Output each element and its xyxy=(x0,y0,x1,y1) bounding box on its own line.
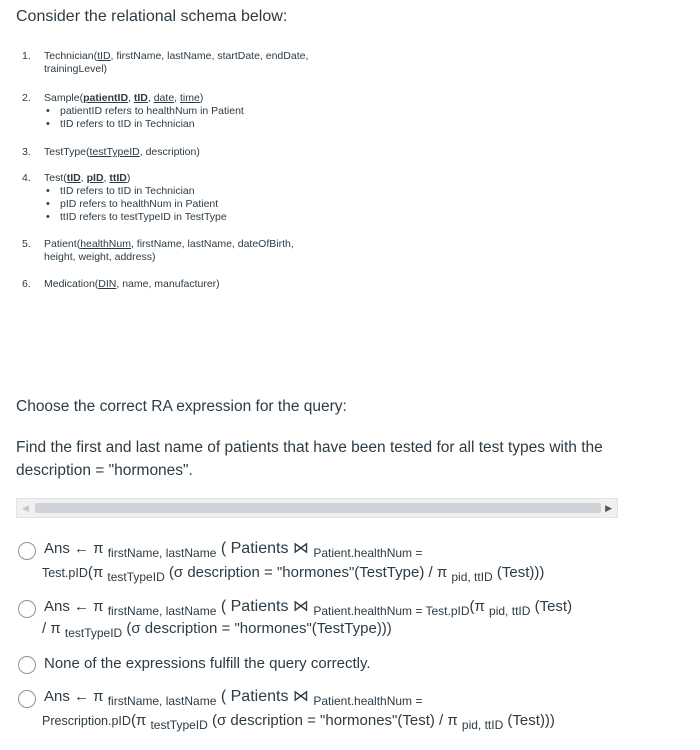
expr-text: Ans ← π xyxy=(44,688,108,705)
expr-subscript: Test.pID xyxy=(42,566,88,580)
key: pID xyxy=(86,172,104,184)
expr-text: / π xyxy=(42,620,65,637)
separator: , xyxy=(80,172,87,184)
separator: , xyxy=(147,92,154,104)
fk-item: • tID refers to tID in Technician xyxy=(44,185,337,198)
attributes: , firstName, lastName, startDate, endDate, xyxy=(110,50,309,62)
separator: , xyxy=(174,92,180,104)
expr-subscript: firstName, lastName xyxy=(107,604,217,618)
option-line xyxy=(42,620,392,640)
item-number: 3. xyxy=(22,146,31,158)
primary-key: testTypeID xyxy=(89,146,140,158)
answer-option-4[interactable] xyxy=(18,686,648,738)
question-prompt: Choose the correct RA expression for the query: xyxy=(16,398,347,415)
attributes-continued: trainingLevel) xyxy=(44,63,108,75)
expr-subscript: pid, ttID xyxy=(489,604,531,618)
fk-item: • tID refers to tID in Technician xyxy=(44,118,337,131)
option-line xyxy=(44,686,422,706)
schema-item-sample xyxy=(22,92,337,131)
expr-subscript: testTypeID xyxy=(64,626,123,640)
expr-subscript: Patient.healthNum = xyxy=(313,546,423,560)
option-line xyxy=(42,564,545,584)
expr-subscript: Patient.healthNum = Test.pID xyxy=(313,604,470,618)
expr-text: Ans ← π xyxy=(44,540,108,557)
primary-key: tID xyxy=(97,50,111,62)
item-number: 5. xyxy=(22,238,31,250)
fk-item: • pID refers to healthNum in Patient xyxy=(44,198,337,211)
expr-text: (π xyxy=(469,598,490,615)
fk-list xyxy=(22,185,337,224)
key: patientID xyxy=(83,92,129,104)
expr-subscript: testTypeID xyxy=(150,718,208,732)
close-paren: ) xyxy=(126,172,131,184)
radio-button[interactable] xyxy=(18,600,36,618)
intro-text: Consider the relational schema below: xyxy=(16,8,288,25)
schema-item-medication xyxy=(22,278,337,291)
table-name: Test( xyxy=(44,172,67,184)
option-line xyxy=(44,596,572,616)
expr-subscript: firstName, lastName xyxy=(107,546,217,560)
schema-item-testtype xyxy=(22,146,337,159)
separator: , xyxy=(103,172,110,184)
table-name: Sample( xyxy=(44,92,84,104)
expr-text: (σ description = "hormones"(Test) / π xyxy=(207,712,462,729)
scroll-left-icon[interactable]: ◀ xyxy=(22,503,29,513)
radio-button[interactable] xyxy=(18,690,36,708)
answer-option-2[interactable] xyxy=(18,596,648,648)
schema-item-technician xyxy=(22,50,337,76)
expr-text: (π xyxy=(87,564,108,581)
expr-text: ( Patients ⋈ xyxy=(216,540,314,557)
primary-key: healthNum xyxy=(80,238,131,250)
primary-key: DIN xyxy=(98,278,117,290)
option-line xyxy=(42,712,555,732)
item-number: 2. xyxy=(22,92,31,104)
option-line xyxy=(44,538,422,558)
key: date xyxy=(153,92,175,104)
horizontal-scrollbar[interactable] xyxy=(16,498,618,518)
expr-text: (Test))) xyxy=(492,564,545,581)
expr-subscript: firstName, lastName xyxy=(107,694,217,708)
expr-text: ( Patients ⋈ xyxy=(216,688,314,705)
answer-option-3[interactable] xyxy=(18,655,648,679)
item-number: 1. xyxy=(22,50,31,62)
expr-subscript: pid, ttID xyxy=(451,570,493,584)
table-name: TestType( xyxy=(44,146,90,158)
schema-item-patient xyxy=(22,238,337,264)
key: tID xyxy=(133,92,148,104)
option-text: None of the expressions fulfill the query correctly. xyxy=(44,655,371,672)
attributes: , firstName, lastName, dateOfBirth, xyxy=(130,238,294,250)
expr-subscript: pid, ttID xyxy=(461,718,504,732)
expr-text: (π xyxy=(130,712,151,729)
item-number: 6. xyxy=(22,278,31,290)
fk-item: • ttID refers to testTypeID in TestType xyxy=(44,211,337,224)
expr-text: Ans ← π xyxy=(44,598,108,615)
schema-item-test xyxy=(22,172,337,224)
table-name: Patient( xyxy=(44,238,81,250)
answer-option-1[interactable] xyxy=(18,538,648,590)
attributes-continued: height, weight, address) xyxy=(44,251,156,263)
table-name: Medication( xyxy=(44,278,99,290)
expr-subscript: Patient.healthNum = xyxy=(313,694,423,708)
key: tID xyxy=(66,172,81,184)
expr-text: (Test))) xyxy=(503,712,555,729)
key: ttID xyxy=(109,172,127,184)
expr-text: (σ description = "hormones"(TestType))) xyxy=(122,620,392,637)
key: time xyxy=(180,92,200,104)
table-name: Technician( xyxy=(44,50,98,62)
expr-text: (σ description = "hormones"(TestType) / π xyxy=(164,564,452,581)
query-text: Find the first and last name of patients that have been tested for all test types with the description = "hormones". xyxy=(16,439,603,479)
separator: , xyxy=(128,92,134,104)
scroll-right-icon[interactable]: ▶ xyxy=(605,503,612,513)
attributes: , description) xyxy=(139,146,200,158)
close-paren: ) xyxy=(199,92,204,104)
fk-list xyxy=(22,105,337,131)
fk-item: • patientID refers to healthNum in Patient xyxy=(44,105,337,118)
radio-button[interactable] xyxy=(18,656,36,674)
expr-text: ( Patients ⋈ xyxy=(216,598,314,615)
expr-subscript: testTypeID xyxy=(107,570,165,584)
attributes: , name, manufacturer) xyxy=(116,278,220,290)
radio-button[interactable] xyxy=(18,542,36,560)
expr-subscript: Prescription.pID xyxy=(42,714,131,728)
scrollbar-thumb[interactable] xyxy=(35,503,601,513)
expr-text: (Test) xyxy=(530,598,573,615)
item-number: 4. xyxy=(22,172,31,184)
